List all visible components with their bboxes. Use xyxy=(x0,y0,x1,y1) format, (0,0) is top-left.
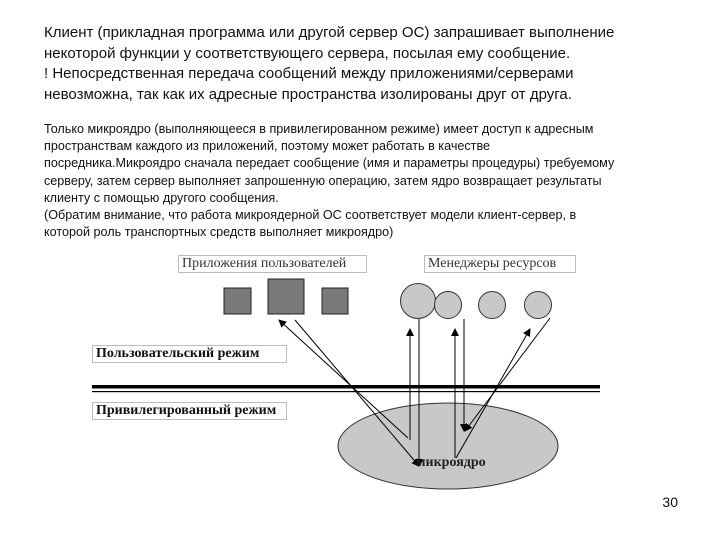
page-number: 30 xyxy=(662,494,678,510)
text-line: Клиент (прикладная программа или другой сервер ОС) запрашивает выполнение xyxy=(44,24,615,41)
text-line: некоторой функции у соответствующего сервера, посылая ему сообщение. xyxy=(44,44,571,62)
resource-manager-circle xyxy=(525,292,552,319)
user-app-square xyxy=(224,288,251,314)
text-line: ! Непосредственная передача сообщений между приложениями/серверами xyxy=(44,65,574,82)
text-line: невозможна, так как их адресные пространства изолированы друг от друга. xyxy=(44,85,572,103)
arrow xyxy=(279,320,408,438)
mode-divider-thick xyxy=(92,385,600,389)
user-app-square xyxy=(268,279,304,314)
resource-manager-circle xyxy=(435,292,462,319)
user-apps-label: Приложения пользователей xyxy=(178,255,367,273)
text-line: посредника.Микроядро сначала передает сообщение (имя и параметры процедуры) требуемому xyxy=(44,156,615,171)
mode-divider-thin xyxy=(92,391,600,392)
text-line: Только микроядро (выполняющееся в привилегированном режиме) имеет доступ к адресным xyxy=(44,122,594,136)
resource-manager-circle xyxy=(479,292,506,319)
text-line: (Обратим внимание, что работа микроядерной ОС соответствует модели клиент-сервер, в xyxy=(44,208,577,223)
microkernel-ellipse xyxy=(338,403,558,489)
text-line: серверу, затем сервер выполняет запрошенную операцию, затем ядро возвращает результаты xyxy=(44,173,602,188)
text-line: которой роль транспортных средств выполняет микроядро) xyxy=(44,225,394,240)
resource-manager-circle xyxy=(401,284,436,319)
user-app-square xyxy=(322,288,348,314)
resource-managers-label: Менеджеры ресурсов xyxy=(424,255,576,273)
user-mode-label: Пользовательский режим xyxy=(92,345,287,363)
microkernel-label: микроядро xyxy=(416,455,486,470)
text-line: пространствам каждого из приложений, поэтому может работать в качестве xyxy=(44,139,491,154)
text-line: клиенту с помощью другого сообщения. xyxy=(44,190,279,205)
privileged-mode-label: Привилегированный режим xyxy=(92,402,287,420)
